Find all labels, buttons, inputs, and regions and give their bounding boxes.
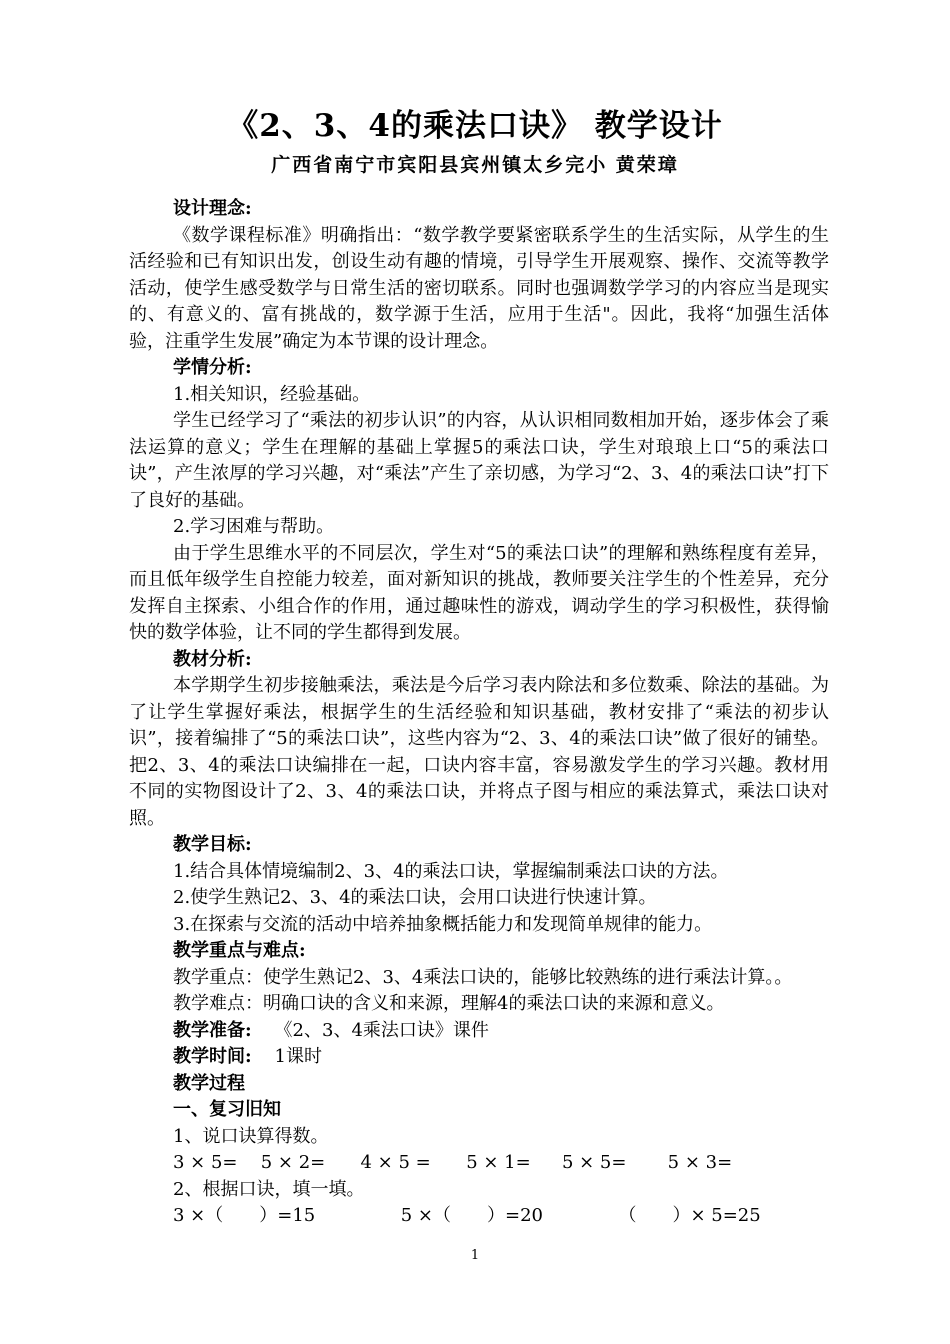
exercise-row-1	[129, 1150, 829, 1177]
author-line: 广西省南宁市宾阳县宾州镇太乡完小 黄荣璋	[271, 154, 679, 176]
goal-item-1: 1.结合具体情境编制2、3、4的乘法口诀，掌握编制乘法口诀的方法。	[173, 860, 729, 882]
prep-value: 《2、3、4乘法口诀》课件	[274, 1019, 489, 1041]
exercise2-cell: 5 ×（ ）=20	[400, 1205, 543, 1226]
time-line	[129, 1044, 829, 1071]
keypoints-heading: 教学重点与难点:	[173, 940, 306, 961]
exercise2-cell: 3 ×（ ）=15	[173, 1205, 316, 1226]
exercise1-cell: 5 × 3=	[667, 1152, 733, 1173]
step1-heading: 一、复习旧知	[173, 1099, 281, 1120]
time-label: 教学时间:	[173, 1046, 252, 1067]
student-item-2: 2.学习困难与帮助。	[173, 516, 335, 537]
goal-item-2: 2.使学生熟记2、3、4的乘法口诀，会用口诀进行快速计算。	[173, 887, 657, 908]
concept-heading: 设计理念:	[173, 198, 252, 219]
exercise1-cell: 5 × 1=	[466, 1152, 531, 1173]
keypoint-paragraph: 教学重点：使学生熟记2、3、4乘法口诀的，能够比较熟练的进行乘法计算。。	[173, 966, 793, 988]
document-body	[129, 196, 829, 1230]
time-value: 1课时	[274, 1046, 322, 1067]
student-heading: 学情分析:	[173, 357, 252, 378]
exercise-row-2	[129, 1203, 829, 1230]
material-heading: 教材分析:	[173, 648, 252, 670]
exercise2-cell: （ ）× 5=25	[618, 1205, 761, 1226]
goal-item-3: 3.在探索与交流的活动中培养抽象概括能力和发现简单规律的能力。	[173, 913, 713, 935]
prep-line	[129, 1018, 829, 1045]
student-paragraph-2: 由于学生思维水平的不同层次，学生对“5的乘法口诀”的理解和熟练程度有差异，而且低年级学生自控能力较差，面对新知识的挑战，教师要关注学生的个性差异，充分发挥自主探索、小组合作的作用，通过趣味性的游戏，调动学生的学习积极性，获得愉快的数学体验，让不同的学生都得到发展。	[129, 542, 829, 643]
step1-item-1: 1、说口诀算得数。	[173, 1125, 329, 1147]
document-title: 《2、3、4的乘法口诀》 教学设计	[227, 108, 723, 144]
exercise1-cell: 3 × 5=	[173, 1152, 238, 1173]
process-heading: 教学过程	[173, 1072, 245, 1094]
student-paragraph-1: 学生已经学习了“乘法的初步认识”的内容，从认识相同数相加开始，逐步体会了乘法运算的意义；学生在理解的基础上掌握5的乘法口诀，学生对琅琅上口“5的乘法口诀”，产生浓厚的学习兴趣，对“乘法”产生了亲切感，为学习“2、3、4的乘法口诀”打下了良好的基础。	[129, 410, 829, 511]
exercise1-cell: 4 × 5 =	[360, 1152, 431, 1173]
exercise1-cell: 5 × 5=	[561, 1152, 627, 1173]
goals-heading: 教学目标:	[173, 834, 252, 855]
page-number: 1	[470, 1248, 480, 1263]
exercise1-cell: 5 × 2=	[260, 1152, 326, 1173]
step1-item-2: 2、根据口诀，填一填。	[173, 1178, 365, 1200]
prep-label: 教学准备:	[173, 1019, 252, 1041]
concept-paragraph: 《数学课程标准》明确指出：“数学教学要紧密联系学生的生活实际，从学生的生活经验和已有知识出发，创设生动有趣的情境，引导学生开展观察、操作、交流等教学活动，使学生感受数学与日常生活的密切联系。同时也强调数学学习的内容应当是现实的、有意义的、富有挑战的，数学源于生活，应用于生活"。因此，我将“加强生活体验，注重学生发展”确定为本节课的设计理念。	[129, 224, 829, 352]
difficulty-paragraph: 教学难点：明确口诀的含义和来源，理解4的乘法口诀的来源和意义。	[173, 993, 725, 1014]
material-paragraph: 本学期学生初步接触乘法，乘法是今后学习表内除法和多位数乘、除法的基础。为了让学生掌握好乘法，根据学生的生活经验和知识基础，教材安排了“乘法的初步认识”，接着编排了“5的乘法口诀”，这些内容为“2、3、4的乘法口诀”做了很好的铺垫。把2、3、4的乘法口诀编排在一起，口诀内容丰富，容易激发学生的学习兴趣。教材用不同的实物图设计了2、3、4的乘法口诀，并将点子图与相应的乘法算式，乘法口诀对照。	[129, 675, 829, 829]
student-item-1: 1.相关知识，经验基础。	[173, 383, 371, 405]
